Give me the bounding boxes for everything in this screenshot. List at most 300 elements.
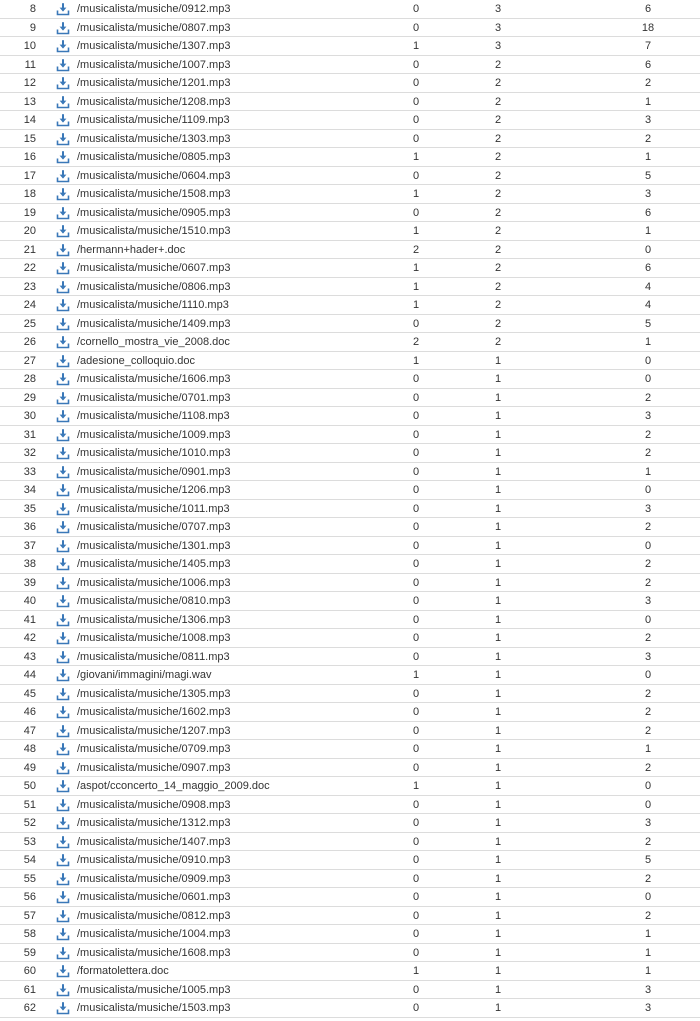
file-path: /musicalista/musiche/0909.mp3 [77,872,231,885]
row-number: 52 [23,817,36,829]
download-icon[interactable] [56,594,70,608]
download-icon[interactable] [56,705,70,719]
table-row [0,962,700,981]
download-icon[interactable] [56,946,70,960]
count-col-3: 1 [644,225,652,237]
table-row [0,851,700,870]
table-row [0,259,700,278]
count-col-2: 1 [494,521,502,533]
count-col-3: 1 [644,151,652,163]
table-row [0,648,700,667]
row-number: 62 [23,1002,36,1014]
count-col-1: 2 [412,336,420,348]
count-col-2: 1 [494,558,502,570]
download-icon[interactable] [56,687,70,701]
count-col-1: 0 [412,521,420,533]
file-path: /musicalista/musiche/1110.mp3 [77,299,229,311]
table-row [0,777,700,796]
count-col-3: 0 [644,613,652,626]
count-col-1: 1 [412,188,420,200]
download-icon[interactable] [56,742,70,756]
table-row [0,93,700,112]
download-icon[interactable] [56,909,70,923]
download-icon[interactable] [56,21,70,35]
download-icon[interactable] [56,761,70,775]
row-number: 59 [23,946,36,959]
row-number: 35 [23,502,36,515]
count-col-2: 1 [494,983,502,996]
file-path: /musicalista/musiche/0805.mp3 [77,151,231,163]
table-row [0,907,700,926]
download-icon[interactable] [56,298,70,312]
download-icon[interactable] [56,224,70,238]
row-number: 37 [23,539,36,552]
count-col-3: 1 [644,965,652,977]
table-row [0,0,700,19]
file-path: /musicalista/musiche/1009.mp3 [77,428,231,441]
download-icon[interactable] [56,853,70,867]
download-icon[interactable] [56,927,70,941]
download-icon[interactable] [56,354,70,368]
count-col-3: 1 [644,465,652,478]
count-col-3: 2 [644,761,652,774]
row-number: 38 [23,558,36,570]
count-col-1: 0 [412,77,420,89]
row-number: 31 [23,428,36,441]
count-col-2: 3 [494,21,502,34]
table-row [0,518,700,537]
file-path: /musicalista/musiche/0607.mp3 [77,262,231,274]
count-col-3: 0 [644,669,652,681]
file-path: /formatolettera.doc [77,965,169,977]
download-icon[interactable] [56,132,70,146]
file-path: /musicalista/musiche/0912.mp3 [77,3,231,15]
count-col-3: 6 [644,3,652,15]
download-icon[interactable] [56,798,70,812]
count-col-1: 0 [412,613,420,626]
download-icon[interactable] [56,835,70,849]
download-icon[interactable] [56,483,70,497]
download-icon[interactable] [56,372,70,386]
count-col-3: 5 [644,317,652,330]
file-path: /giovani/immagini/magi.wav [77,669,212,681]
count-col-1: 0 [412,817,420,829]
row-number: 46 [23,706,36,718]
row-number: 11 [24,58,36,71]
row-number: 24 [23,299,36,311]
count-col-2: 1 [494,687,502,700]
count-col-2: 1 [494,798,502,811]
row-number: 26 [23,336,36,348]
table-row [0,407,700,426]
count-col-1: 0 [412,983,420,996]
count-col-3: 6 [644,206,652,219]
download-icon[interactable] [56,539,70,553]
count-col-2: 2 [494,280,502,293]
count-col-3: 0 [644,373,652,385]
count-col-3: 2 [644,558,652,570]
file-path: /musicalista/musiche/1503.mp3 [77,1002,231,1014]
count-col-2: 1 [494,447,502,459]
table-row [0,352,700,371]
download-icon[interactable] [56,409,70,423]
download-icon[interactable] [56,557,70,571]
table-row [0,426,700,445]
count-col-2: 1 [494,410,502,422]
row-number: 55 [23,872,36,885]
count-col-1: 0 [412,724,420,737]
row-number: 19 [23,206,36,219]
count-col-3: 2 [644,632,652,644]
download-icon[interactable] [56,1001,70,1015]
file-path: /musicalista/musiche/1004.mp3 [77,928,231,940]
count-col-3: 3 [644,502,652,515]
row-number: 14 [23,114,36,126]
count-col-1: 0 [412,909,420,922]
count-col-2: 1 [494,872,502,885]
count-col-1: 0 [412,761,420,774]
row-number: 17 [23,169,36,182]
count-col-2: 1 [494,354,502,367]
count-col-2: 1 [494,539,502,552]
table-row [0,185,700,204]
row-number: 20 [23,225,36,237]
row-number: 33 [23,465,36,478]
download-icon[interactable] [56,187,70,201]
count-col-3: 6 [644,58,652,71]
row-number: 42 [23,632,36,644]
file-path: /musicalista/musiche/1303.mp3 [77,132,231,145]
count-col-2: 1 [494,706,502,718]
count-col-1: 0 [412,946,420,959]
row-number: 18 [23,188,36,200]
file-path: /musicalista/musiche/1010.mp3 [77,447,231,459]
count-col-3: 0 [644,798,652,811]
row-number: 54 [23,854,36,866]
count-col-2: 2 [494,58,502,71]
file-path: /musicalista/musiche/1608.mp3 [77,946,231,959]
file-path: /musicalista/musiche/0806.mp3 [77,280,231,293]
table-row [0,148,700,167]
count-col-1: 1 [412,225,420,237]
table-row [0,333,700,352]
row-number: 32 [23,447,36,459]
count-col-1: 2 [412,243,420,256]
count-col-2: 1 [494,484,502,496]
download-icon[interactable] [56,964,70,978]
count-col-1: 0 [412,706,420,718]
count-col-3: 5 [644,169,652,182]
count-col-2: 2 [494,262,502,274]
download-icon[interactable] [56,243,70,257]
count-col-1: 0 [412,391,420,404]
count-col-1: 0 [412,891,420,903]
file-path: /musicalista/musiche/1208.mp3 [77,95,231,108]
download-icon[interactable] [56,613,70,627]
count-col-2: 1 [494,817,502,829]
file-path: /musicalista/musiche/1008.mp3 [77,632,231,644]
row-number: 21 [23,243,36,256]
count-col-2: 1 [494,928,502,940]
row-number: 27 [23,354,36,367]
download-icon[interactable] [56,76,70,90]
count-col-2: 3 [494,3,502,15]
file-path: /musicalista/musiche/0701.mp3 [77,391,231,404]
download-icon[interactable] [56,2,70,16]
row-number: 10 [23,40,36,52]
table-row [0,999,700,1018]
count-col-3: 0 [644,354,652,367]
count-col-3: 2 [644,391,652,404]
table-row [0,370,700,389]
count-col-3: 0 [644,484,652,496]
table-row [0,944,700,963]
download-icon[interactable] [56,428,70,442]
count-col-2: 2 [494,225,502,237]
file-path: /adesione_colloquio.doc [77,354,196,367]
count-col-3: 0 [644,891,652,903]
count-col-2: 2 [494,299,502,311]
count-col-1: 0 [412,484,420,496]
count-col-3: 0 [644,243,652,256]
file-path: /musicalista/musiche/1409.mp3 [77,317,231,330]
count-col-3: 3 [644,188,652,200]
row-number: 48 [23,743,36,755]
count-col-3: 6 [644,262,652,274]
file-path: /musicalista/musiche/1407.mp3 [77,835,231,848]
count-col-2: 1 [494,613,502,626]
table-row [0,574,700,593]
row-number: 29 [23,391,36,404]
count-col-3: 2 [644,724,652,737]
count-col-3: 2 [644,706,652,718]
table-row [0,37,700,56]
file-path: /musicalista/musiche/1207.mp3 [77,724,231,737]
count-col-2: 2 [494,206,502,219]
table-row [0,703,700,722]
table-row [0,629,700,648]
count-col-3: 18 [641,21,655,34]
count-col-3: 4 [644,280,652,293]
count-col-1: 1 [412,965,420,977]
download-icon[interactable] [56,95,70,109]
row-number: 60 [23,965,36,977]
row-number: 12 [23,77,36,89]
download-icon[interactable] [56,650,70,664]
row-number: 8 [29,3,36,15]
download-icon[interactable] [56,39,70,53]
count-col-3: 7 [644,40,652,52]
file-path: /musicalista/musiche/1307.mp3 [77,40,231,52]
row-number: 45 [23,687,36,700]
count-col-1: 0 [412,428,420,441]
table-row [0,204,700,223]
count-col-1: 1 [412,40,420,52]
count-col-3: 1 [644,946,652,959]
download-icon[interactable] [56,280,70,294]
download-icon[interactable] [56,668,70,682]
download-icon[interactable] [56,465,70,479]
table-row [0,241,700,260]
count-col-3: 2 [644,428,652,441]
download-icon[interactable] [56,779,70,793]
download-icon[interactable] [56,58,70,72]
table-row [0,315,700,334]
row-number: 39 [23,576,36,589]
table-row [0,278,700,297]
row-number: 16 [23,151,36,163]
table-row [0,74,700,93]
count-col-3: 3 [644,817,652,829]
file-path: /musicalista/musiche/0709.mp3 [77,743,231,755]
file-path: /hermann+hader+.doc [77,243,186,256]
count-col-1: 0 [412,595,420,607]
count-col-2: 2 [494,77,502,89]
row-number: 9 [29,21,36,34]
count-col-1: 0 [412,854,420,866]
row-number: 51 [23,798,36,811]
count-col-1: 0 [412,632,420,644]
count-col-1: 0 [412,687,420,700]
file-path: /musicalista/musiche/1405.mp3 [77,558,231,570]
download-icon[interactable] [56,446,70,460]
count-col-1: 1 [412,280,420,293]
download-icon[interactable] [56,391,70,405]
count-col-3: 3 [644,650,652,663]
download-icon[interactable] [56,816,70,830]
file-path: /musicalista/musiche/1007.mp3 [77,58,231,71]
count-col-1: 0 [412,21,420,34]
file-path: /musicalista/musiche/1508.mp3 [77,188,231,200]
file-path: /musicalista/musiche/1602.mp3 [77,706,231,718]
count-col-1: 0 [412,317,420,330]
count-col-1: 1 [412,151,420,163]
count-col-2: 1 [494,632,502,644]
table-row [0,111,700,130]
download-icon[interactable] [56,261,70,275]
table-row [0,722,700,741]
file-path: /musicalista/musiche/0707.mp3 [77,521,231,533]
table-row [0,759,700,778]
count-col-3: 4 [644,299,652,311]
count-col-1: 0 [412,928,420,940]
download-icon[interactable] [56,113,70,127]
file-path: /musicalista/musiche/1006.mp3 [77,576,231,589]
file-path: /musicalista/musiche/1011.mp3 [77,502,230,515]
count-col-1: 0 [412,465,420,478]
count-col-2: 1 [494,669,502,681]
count-col-2: 1 [494,835,502,848]
count-col-3: 2 [644,447,652,459]
row-number: 50 [23,780,36,792]
count-col-1: 0 [412,206,420,219]
row-number: 43 [23,650,36,663]
count-col-1: 0 [412,743,420,755]
count-col-1: 1 [412,780,420,792]
count-col-1: 0 [412,539,420,552]
download-icon[interactable] [56,983,70,997]
table-row [0,167,700,186]
file-path: /musicalista/musiche/0601.mp3 [77,891,231,903]
count-col-1: 0 [412,58,420,71]
count-col-1: 1 [412,262,420,274]
table-row [0,555,700,574]
count-col-1: 0 [412,872,420,885]
file-path: /musicalista/musiche/0604.mp3 [77,169,231,182]
count-col-1: 0 [412,132,420,145]
count-col-2: 1 [494,724,502,737]
download-icon[interactable] [56,631,70,645]
download-icon[interactable] [56,335,70,349]
row-number: 13 [23,95,36,108]
row-number: 61 [23,983,36,996]
count-col-2: 1 [494,854,502,866]
download-icon[interactable] [56,317,70,331]
count-col-3: 2 [644,909,652,922]
row-number: 23 [23,280,36,293]
count-col-3: 3 [644,983,652,996]
table-row [0,481,700,500]
row-number: 28 [23,373,36,385]
download-icon[interactable] [56,150,70,164]
file-path: /musicalista/musiche/1108.mp3 [77,410,230,422]
count-col-2: 1 [494,761,502,774]
count-col-1: 0 [412,502,420,515]
row-number: 49 [23,761,36,774]
download-icon[interactable] [56,502,70,516]
file-path: /musicalista/musiche/0811.mp3 [77,650,230,663]
download-icon[interactable] [56,872,70,886]
file-path: /musicalista/musiche/1005.mp3 [77,983,231,996]
count-col-3: 2 [644,521,652,533]
download-icon[interactable] [56,576,70,590]
download-icon[interactable] [56,206,70,220]
row-number: 34 [23,484,36,496]
count-col-3: 1 [644,336,652,348]
table-row [0,592,700,611]
file-path: /musicalista/musiche/0905.mp3 [77,206,231,219]
count-col-3: 1 [644,928,652,940]
file-path: /musicalista/musiche/0908.mp3 [77,798,231,811]
count-col-1: 0 [412,373,420,385]
download-icon[interactable] [56,520,70,534]
count-col-3: 2 [644,576,652,589]
table-row [0,56,700,75]
count-col-1: 0 [412,558,420,570]
row-number: 57 [23,909,36,922]
file-path: /musicalista/musiche/0910.mp3 [77,854,231,866]
count-col-2: 2 [494,169,502,182]
row-number: 56 [23,891,36,903]
count-col-2: 2 [494,188,502,200]
file-path: /musicalista/musiche/1109.mp3 [77,114,230,126]
file-path: /musicalista/musiche/0810.mp3 [77,595,231,607]
count-col-2: 1 [494,909,502,922]
count-col-1: 0 [412,3,420,15]
row-number: 58 [23,928,36,940]
count-col-2: 2 [494,336,502,348]
download-icon[interactable] [56,890,70,904]
count-col-2: 2 [494,132,502,145]
count-col-2: 1 [494,743,502,755]
count-col-2: 1 [494,576,502,589]
table-row [0,685,700,704]
file-path: /musicalista/musiche/0907.mp3 [77,761,231,774]
download-icon[interactable] [56,724,70,738]
table-row [0,814,700,833]
count-col-2: 1 [494,465,502,478]
download-icon[interactable] [56,169,70,183]
